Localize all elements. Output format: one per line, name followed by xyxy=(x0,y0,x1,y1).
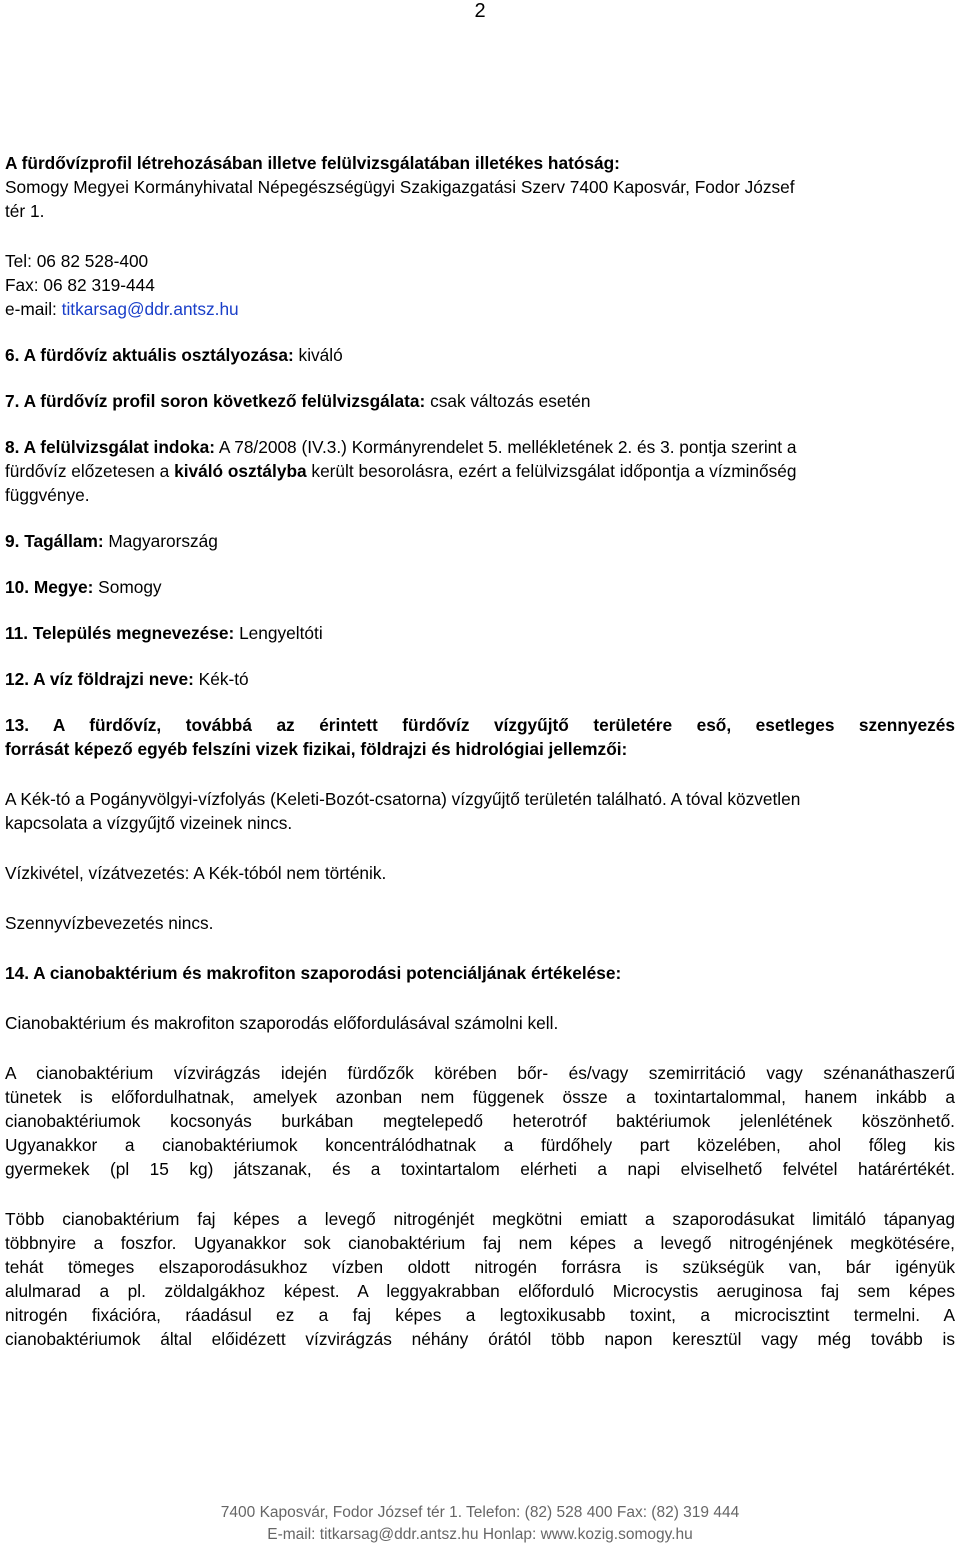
paragraph-line: Ugyanakkor a cianobaktériumok koncentrálódhatnak a fürdőhely part közelében, ahol főleg kis xyxy=(5,1135,955,1155)
section-13-heading-line-1: 13. A fürdővíz, továbbá az érintett fürdővíz vízgyűjtő területére eső, esetleges szennyezés xyxy=(5,715,955,735)
section-8-text-2a: fürdővíz előzetesen a xyxy=(5,461,175,481)
authority-heading: A fürdővízprofil létrehozásában illetve felülvizsgálatában illetékes hatóság: xyxy=(5,153,620,173)
paragraph-line: alulmarad a pl. zöldalgákhoz képest. A leggyakrabban előforduló Microcystis aeruginosa faj sem képes xyxy=(5,1281,955,1301)
page-content xyxy=(5,151,955,1351)
section-11 xyxy=(5,621,955,645)
section-11-value: Lengyeltóti xyxy=(234,623,323,643)
section-14-para-1: Cianobaktérium és makrofiton szaporodás előfordulásával számolni kell. xyxy=(5,1013,559,1033)
section-6-label: 6. A fürdővíz aktuális osztályozása: xyxy=(5,345,294,365)
authority-email-row xyxy=(5,297,955,321)
section-10 xyxy=(5,575,955,599)
paragraph-line: nitrogén fixációra, ráadásul ez a faj képes a legtoxikusabb toxint, a microcisztint termelni. A xyxy=(5,1305,955,1325)
section-7 xyxy=(5,389,955,413)
section-13-heading-line-2: forrását képező egyéb felszíni vizek fizikai, földrajzi és hidrológiai jellemzői: xyxy=(5,739,628,759)
section-14-heading: 14. A cianobaktérium és makrofiton szaporodási potenciáljának értékelése: xyxy=(5,963,622,983)
section-13-para-3: Szennyvízbevezetés nincs. xyxy=(5,913,214,933)
email-link[interactable]: titkarsag@ddr.antsz.hu xyxy=(61,299,239,319)
paragraph-line: tünetek is előfordulhatnak, amelyek azonban nem függenek össze a toxintartalommal, hanem inkább a xyxy=(5,1087,955,1107)
footer-line-1: 7400 Kaposvár, Fodor József tér 1. Telefon: (82) 528 400 Fax: (82) 319 444 xyxy=(220,1504,740,1521)
section-8-line-1 xyxy=(5,435,955,459)
section-14-para-2 xyxy=(5,1061,955,1181)
authority-line-1: Somogy Megyei Kormányhivatal Népegészségügyi Szakigazgatási Szerv 7400 Kaposvár, Fodor József xyxy=(5,177,795,197)
paragraph-line: A cianobaktérium vízvirágzás idején fürdőzők körében bőr- és/vagy szemirritáció vagy szénanáthaszerű xyxy=(5,1063,955,1083)
page-number: 2 xyxy=(474,0,486,22)
authority-tel: Tel: 06 82 528-400 xyxy=(5,251,149,271)
section-13-para-1-line-1: A Kék-tó a Pogányvölgyi-vízfolyás (Keleti-Bozót-csatorna) vízgyűjtő területén található. A tóval közvetlen xyxy=(5,789,801,809)
section-14-para-3 xyxy=(5,1207,955,1351)
section-9 xyxy=(5,529,955,553)
paragraph-line: gyermekek (pl 15 kg) játszanak, és a toxintartalom elérheti a napi elviselhető felvétel határértékét. xyxy=(5,1159,955,1179)
paragraph-line: tehát tömeges elszaporodásukhoz vízben oldott nitrogén forrásra is szükségük van, bár igényük xyxy=(5,1257,955,1277)
section-8-line-2 xyxy=(5,459,955,483)
section-13-para-2: Vízkivétel, vízátvezetés: A Kék-tóból nem történik. xyxy=(5,863,387,883)
section-8-text-1: A 78/2008 (IV.3.) Kormányrendelet 5. mellékletének 2. és 3. pontja szerint a xyxy=(214,437,797,457)
section-10-value: Somogy xyxy=(93,577,162,597)
section-9-label: 9. Tagállam: xyxy=(5,531,104,551)
section-11-label: 11. Település megnevezése: xyxy=(5,623,235,643)
section-6-value: kiváló xyxy=(293,345,343,365)
section-8-text-2c: került besorolásra, ezért a felülvizsgálat időpontja a vízminőség xyxy=(306,461,797,481)
section-6 xyxy=(5,343,955,367)
paragraph-line: cianobaktériumok által előidézett vízvirágzás néhány órától több napon keresztül vagy még tovább is xyxy=(5,1329,955,1349)
paragraph-line: cianobaktériumok kocsonyás burkában megtelepedő heterotróf baktériumok jelenlétének köszönhető. xyxy=(5,1111,955,1131)
section-12-value: Kék-tó xyxy=(193,669,249,689)
section-8-label: 8. A felülvizsgálat indoka: xyxy=(5,437,215,457)
email-label: e-mail: xyxy=(5,299,62,319)
authority-fax: Fax: 06 82 319-444 xyxy=(5,275,155,295)
section-9-value: Magyarország xyxy=(103,531,218,551)
section-12-label: 12. A víz földrajzi neve: xyxy=(5,669,194,689)
section-7-value: csak változás esetén xyxy=(425,391,591,411)
section-13-para-1-line-2: kapcsolata a vízgyűjtő vizeinek nincs. xyxy=(5,813,293,833)
section-10-label: 10. Megye: xyxy=(5,577,94,597)
section-8-line-3: függvénye. xyxy=(5,485,90,505)
section-7-label: 7. A fürdővíz profil soron következő felülvizsgálata: xyxy=(5,391,426,411)
paragraph-line: többnyire a foszfor. Ugyanakkor sok cianobaktérium faj nem képes a levegő nitrogénjének megkötésére, xyxy=(5,1233,955,1253)
paragraph-line: Több cianobaktérium faj képes a levegő nitrogénjét megkötni emiatt a szaporodásukat limitáló tápanyag xyxy=(5,1209,955,1229)
section-12 xyxy=(5,667,955,691)
authority-line-2: tér 1. xyxy=(5,201,45,221)
section-8-text-2b: kiváló osztályba xyxy=(174,461,307,481)
footer-line-2: E-mail: titkarsag@ddr.antsz.hu Honlap: www.kozig.somogy.hu xyxy=(267,1526,693,1543)
